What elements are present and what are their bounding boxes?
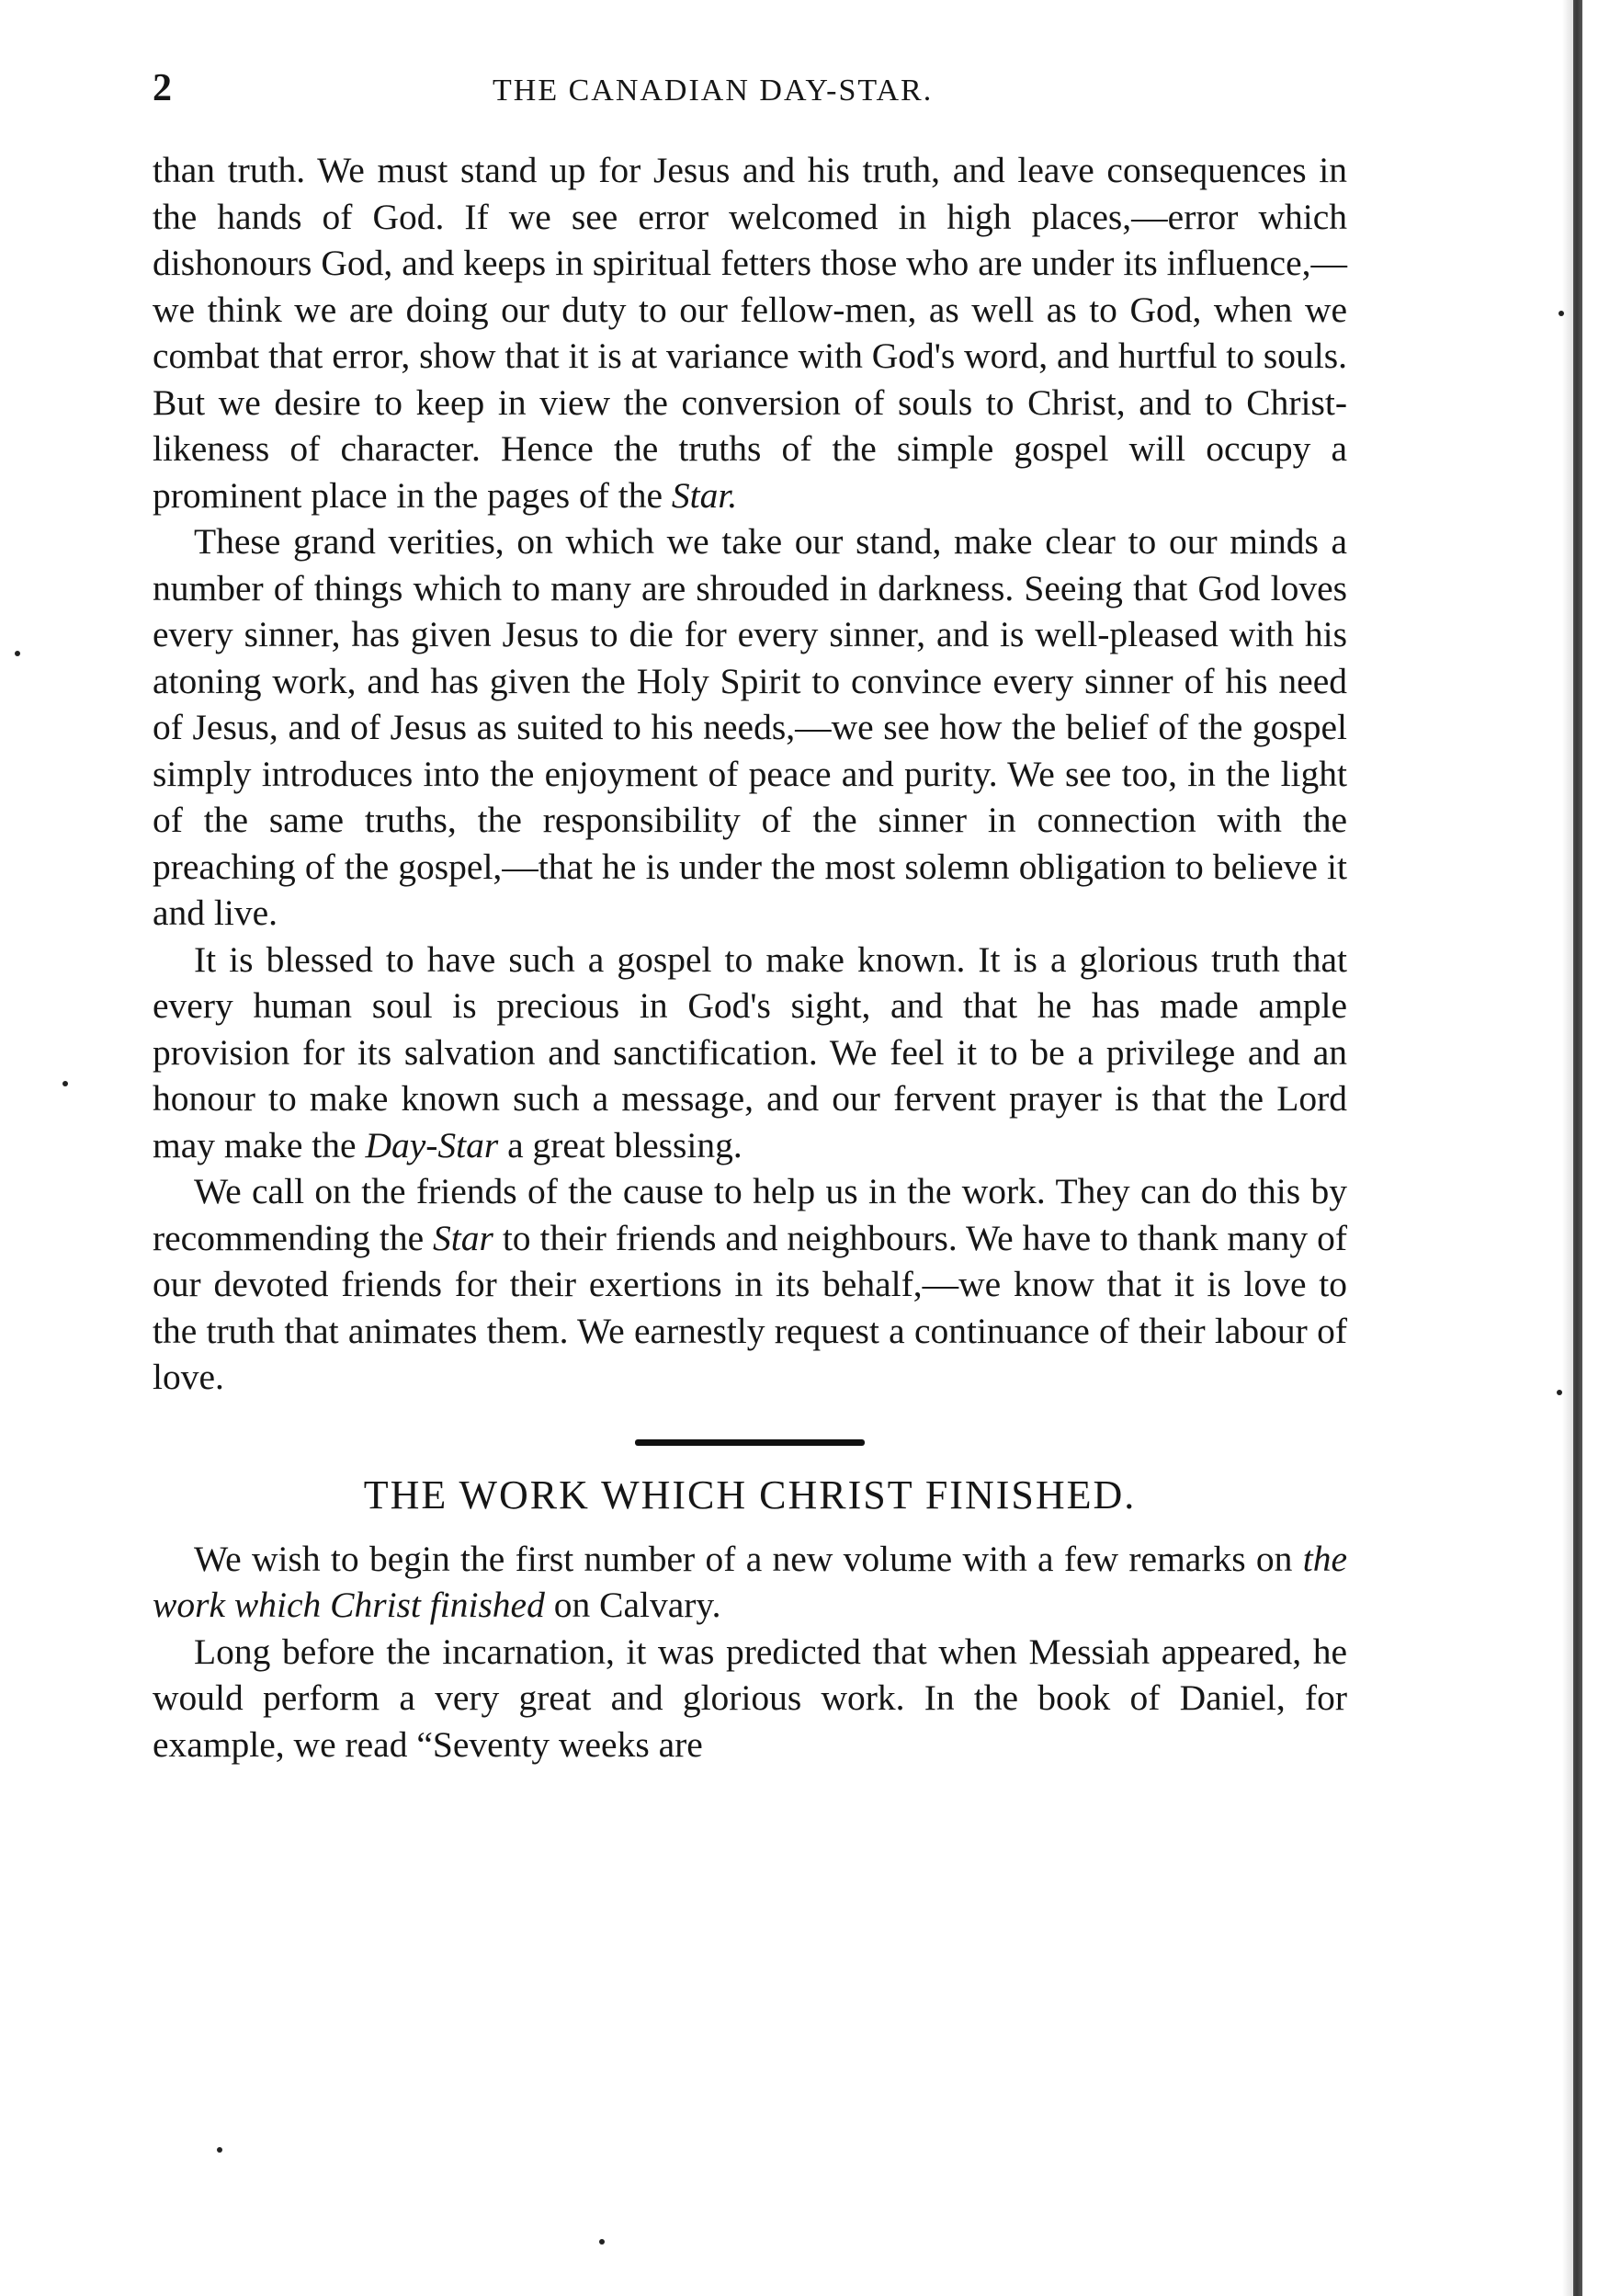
publication-name: Day-Star — [365, 1124, 499, 1165]
page-number: 2 — [153, 67, 172, 109]
section-divider — [635, 1439, 865, 1446]
page-edge-shadow — [1562, 0, 1573, 2296]
publication-name: Star — [433, 1217, 493, 1258]
paragraph: We call on the friends of the cause to help us in the work. They can do this by recommending the Star to their friends and neighbours. We have to thank many of our devoted friends for their exertions in its behalf,—we know that it is love to the truth that animates them. We earnestly request a continuance of their labour of love. — [153, 1171, 1347, 1397]
page-header — [153, 66, 1356, 121]
paragraph: We wish to begin the first number of a new volume with a few remarks on the work which Christ finished on Calvary. — [153, 1538, 1347, 1625]
speck — [1557, 1390, 1562, 1395]
section-title: THE WORK WHICH CHRIST FINISHED. — [363, 1472, 1137, 1517]
paragraph: These grand verities, on which we take our stand, make clear to our minds a number of things which to many are shrouded in darkness. Seeing that God loves every sinner, has given Jesus to die for every sinner, and is well-pleased with his atoning work, and has given the Holy Spirit to convince every sinner of his need of Jesus, and of Jesus as suited to his needs,—we see how the belief of the gospel simply introduces into the enjoyment of peace and purity. We see too, in the light of the same truths, the responsibility of the sinner in connection with the preaching of the gospel,—that he is under the most solemn obligation to believe it and live. — [153, 521, 1347, 933]
speck — [62, 1081, 68, 1086]
paragraph: It is blessed to have such a gospel to make known. It is a glorious truth that every human soul is precious in God's sight, and that he has made ample provision for its salvation and sanctification. We feel it to be a privilege and an honour to make known such a message, and our fervent prayer is that the Lord may make the Day-Star a great blessing. — [153, 938, 1347, 1165]
publication-name: Star. — [671, 474, 738, 516]
speck — [1559, 311, 1564, 316]
running-title: THE CANADIAN DAY-STAR. — [493, 74, 934, 108]
paragraph-continued: than truth. We must stand up for Jesus and his truth, and leave consequences in the hands of God. If we see error welcomed in high places,—error which dishonours God, and keeps in spiritual fetters those who are under its influence,—we think we are doing our duty to our fellow-men, as well as to God, when we combat that error, show that it is at variance with God's word, and hurtful to souls. But we desire to keep in view the conversion of souls to Christ, and to Christ-likeness of character. Hence the truths of the simple gospel will occupy a prominent place in the pages of the Star. — [153, 150, 1347, 516]
speck — [217, 2147, 222, 2153]
speck — [15, 651, 20, 656]
speck — [599, 2239, 605, 2245]
page-edge — [1573, 0, 1582, 2296]
page-body — [153, 147, 1347, 1767]
emphasis: the work which Christ finished — [153, 1538, 1347, 1625]
paragraph: Long before the incarnation, it was predicted that when Messiah appeared, he would perform a very great and glorious work. In the book of Daniel, for example, we read “Seventy weeks are — [153, 1631, 1347, 1765]
